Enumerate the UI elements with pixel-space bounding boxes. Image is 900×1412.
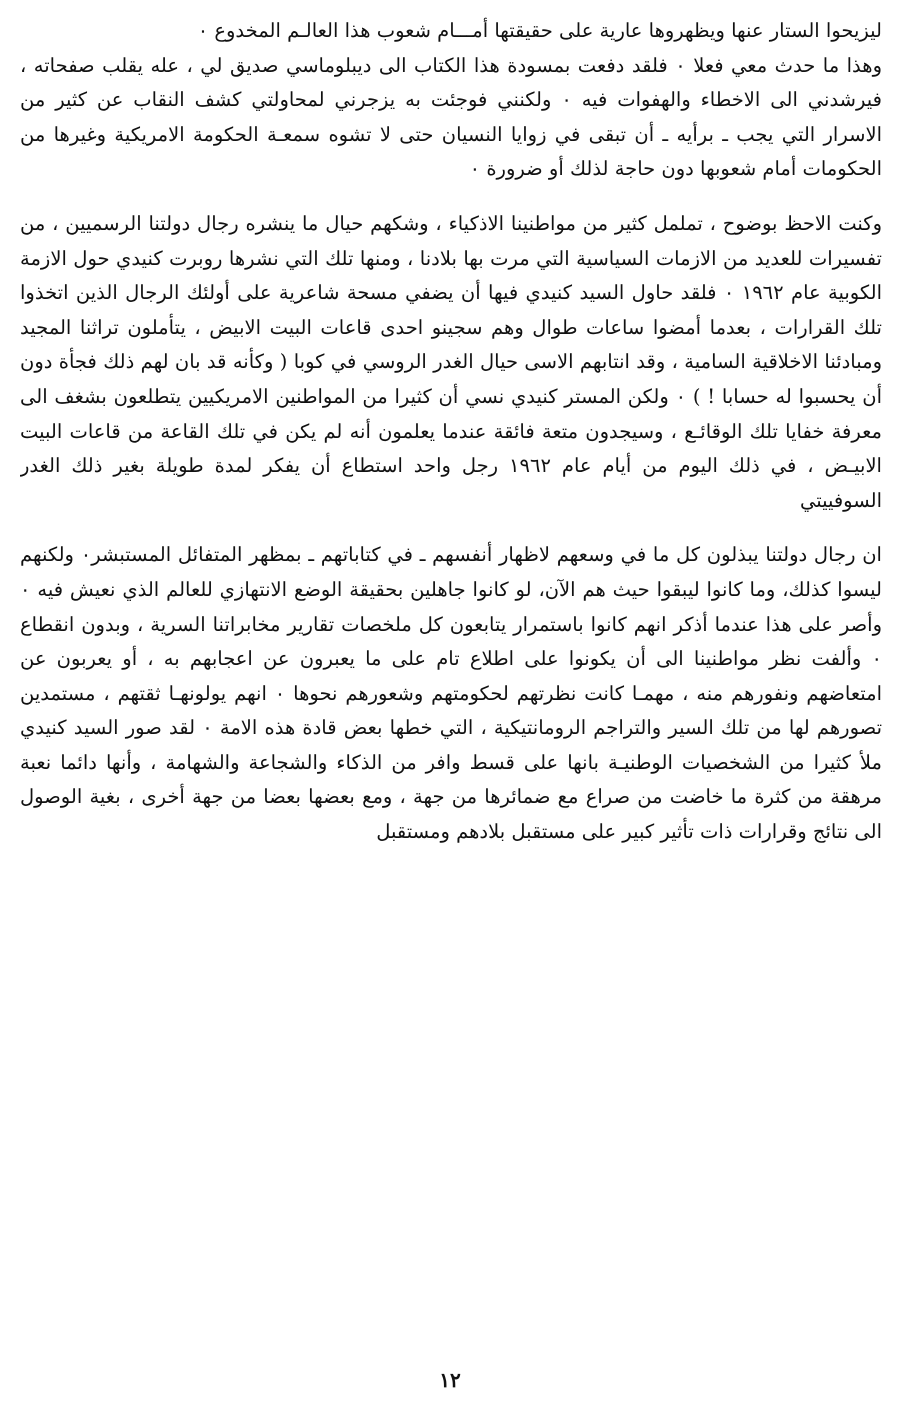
book-page (20, 10, 882, 1405)
paragraph-statesmen: ان رجال دولتنا يبذلون كل ما في وسعهم لاظهار أنفسهم ـ في كتاباتهم ـ بمظهر المتفائل المستبشر٠ ولكنهم ليسوا كذلك، وما كانوا ليبقوا حيث هم الآن، لو كانوا جاهلين بحقيقة الوضع الانتهازي للعالم الذي نعيش فيه ٠ وأصر على هذا عندما أذكر انهم كانوا باستمرار يتابعون كل ملخصات تقارير مخابراتنا السرية ، وبدون انقطاع ٠ وألفت نظر مواطنينا الى أن يكونوا على اطلاع تام على ما يعبرون عن اعجابهم به ، أو يعربون عن امتعاضهم ونفورهم منه ، مهمـا كانت نظرتهم لحكومتهم وشعورهم نحوها ٠ انهم يولونهـا ثقتهم ، مستمدين تصورهم لها من تلك السير والتراجم الرومانتيكية ، التي خطها بعض قادة هذه الامة ٠ لقد صور السيد كنيدي ملأ كثيرا من الشخصيات الوطنيـة بانها على قسط وافر من الذكاء والشجاعة والشهامة ، وأنها دائما نعبة مرهقة من كثرة ما خاضت من صراع مع ضمائرها من جهة ، ومع بعضها بعضا من جهة أخرى ، بغية الوصول الى نتائج وقرارات ذات تأثير كبير على مستقبل بلادهم ومستقبل (20, 543, 882, 844)
paragraph-cuban-crisis: وكنت الاحظ بوضوح ، تململ كثير من مواطنينا الاذكياء ، وشكهم حيال ما ينشره رجال دولتنا الرسميين ، من تفسيرات للعديد من الازمات السياسية التي مرت بها بلادنا ، ومنها تلك التي نشرها روبرت كنيدي حول الازمة الكوبية عام ١٩٦٢ ٠ فلقد حاول السيد كنيدي فيها أن يضفي مسحة شاعرية على أولئك الرجال الذين اتخذوا تلك القرارات ، بعدما أمضوا ساعات طوال وهم سجينو احدى قاعات البيت الابيض ، يتأملون تراثنا المجيد ومبادئنا الاخلاقية السامية ، وقد انتابهم الاسى حيال الغدر الروسي في كوبا ( وكأنه قد بان لهم ذلك فجأة دون أن يحسبوا له حسابا ! ) ٠ ولكن المستر كنيدي نسي أن كثيرا من المواطنين الامريكيين يتطلعون بشغف الى معرفة خفايا تلك الوقائـع ، وسيجدون متعة فائقة عندما يعلمون أنه لم يكن في تلك القاعة من قاعات البيت الابيـض ، في ذلك اليوم من أيام عام ١٩٦٢ رجل واحد استطاع أن يفكر لمدة طويلة بغير ذلك الغدر السوفييتي (20, 211, 882, 512)
paragraph-continuation: ليزيحوا الستار عنها ويظهروها عارية على حقيقتها أمـــام شعوب هذا العالـم المخدوع ٠ (197, 19, 882, 42)
paragraph-diplomat-draft: وهذا ما حدث معي فعلا ٠ فلقد دفعت بمسودة هذا الكتاب الى ديبلوماسي صديق لي ، عله يقلب صفحاته ، فيرشدني الى الاخطاء والهفوات فيه ٠ ولكنني فوجئت به يزجرني لمحاولتي كشف النقاب عن كثير من الاسرار التي يجب ـ برأيه ـ أن تبقى في زوايا النسيان حتى لا تشوه سمعـة الحكومة الامريكية وغيرها من الحكومات أمام شعوبها دون حاجة لذلك أو ضرورة ٠ (20, 53, 882, 181)
page-number: ١٢ (439, 1368, 461, 1392)
